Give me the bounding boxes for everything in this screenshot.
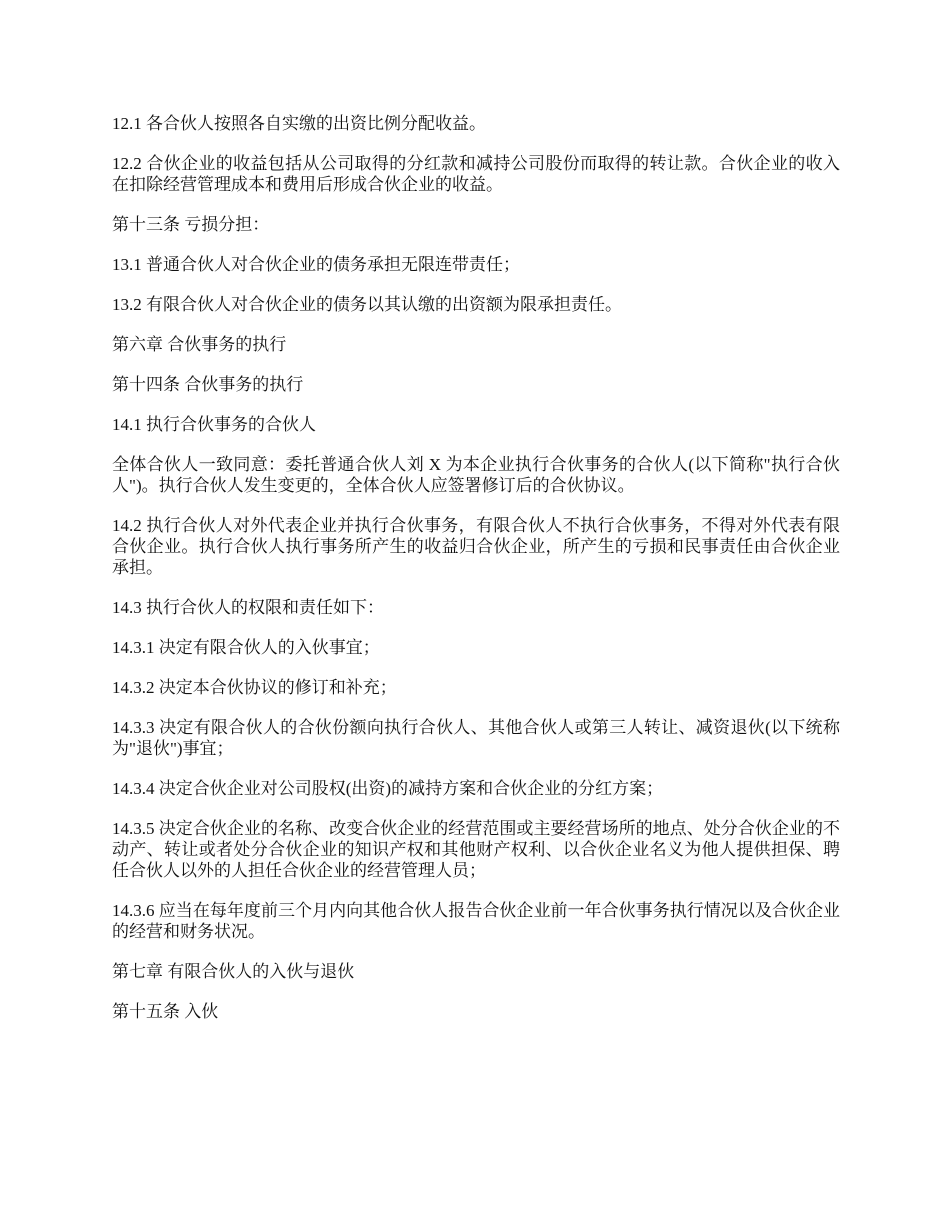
document-page [112,113,840,1022]
clause-14-1-body: 全体合伙人一致同意：委托普通合伙人刘 X 为本企业执行合伙事务的合伙人(以下简称"执行合伙人")。执行合伙人发生变更的，全体合伙人应签署修订后的合伙协议。 [112,455,840,495]
clause-12-1: 12.1 各合伙人按照各自实缴的出资比例分配收益。 [112,114,486,133]
article-13-heading: 第十三条 亏损分担： [112,215,270,234]
clause-13-2: 13.2 有限合伙人对合伙企业的债务以其认缴的出资额为限承担责任。 [112,295,622,314]
clause-14-2: 14.2 执行合伙人对外代表企业并执行合伙事务，有限合伙人不执行合伙事务，不得对外代表有限合伙企业。执行合伙人执行事务所产生的收益归合伙企业，所产生的亏损和民事责任由合伙企业承担。 [112,516,840,577]
chapter-6-heading: 第六章 合伙事务的执行 [112,335,287,354]
clause-14-1: 14.1 执行合伙事务的合伙人 [112,415,316,434]
clause-14-3-6: 14.3.6 应当在每年度前三个月内向其他合伙人报告合伙企业前一年合伙事务执行情况以及合伙企业的经营和财务状况。 [112,901,840,941]
clause-14-3: 14.3 执行合伙人的权限和责任如下： [112,598,384,617]
clause-12-2: 12.2 合伙企业的收益包括从公司取得的分红款和减持公司股份而取得的转让款。合伙企业的收入在扣除经营管理成本和费用后形成合伙企业的收益。 [112,154,840,194]
clause-14-3-5: 14.3.5 决定合伙企业的名称、改变合伙企业的经营范围或主要经营场所的地点、处分合伙企业的不动产、转让或者处分合伙企业的知识产权和其他财产权利、以合伙企业名义为他人提供担保、聘任合伙人以外的人担任合伙企业的经营管理人员； [112,819,840,880]
clause-14-3-1: 14.3.1 决定有限合伙人的入伙事宜； [112,638,380,657]
chapter-7-heading: 第七章 有限合伙人的入伙与退伙 [112,962,355,981]
article-15-heading: 第十五条 入伙 [112,1002,219,1021]
clause-13-1: 13.1 普通合伙人对合伙企业的债务承担无限连带责任； [112,255,520,274]
clause-14-3-2: 14.3.2 决定本合伙协议的修订和补充； [112,678,397,697]
article-14-heading: 第十四条 合伙事务的执行 [112,375,304,394]
clause-14-3-3: 14.3.3 决定有限合伙人的合伙份额向执行合伙人、其他合伙人或第三人转让、减资退伙(以下统称为"退伙")事宜； [112,718,840,758]
clause-14-3-4: 14.3.4 决定合伙企业对公司股权(出资)的减持方案和合伙企业的分红方案； [112,779,664,798]
